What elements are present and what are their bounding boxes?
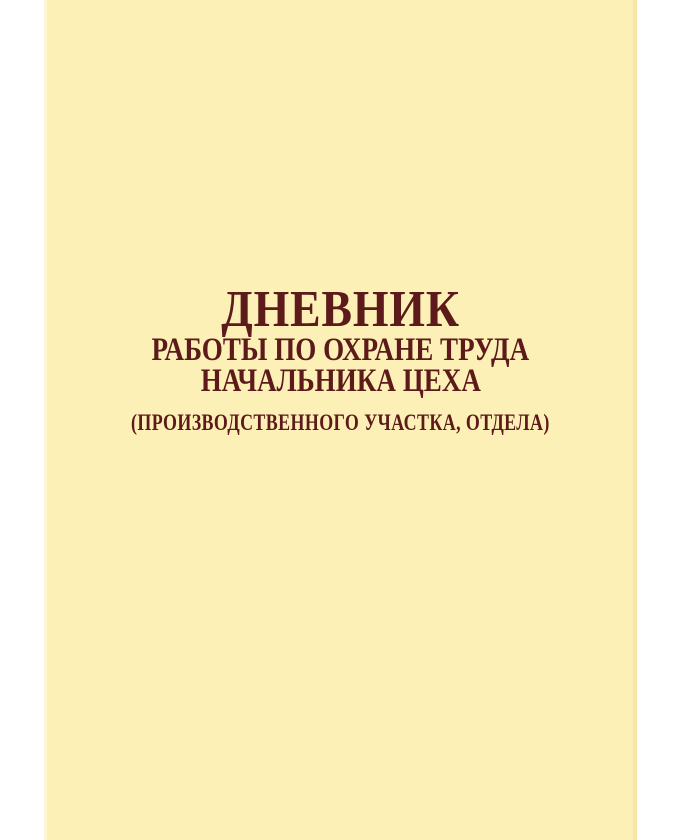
cover-title: ДНЕВНИК	[221, 281, 460, 338]
cover-subtitle-line-3: (ПРОИЗВОДСТВЕННОГО УЧАСТКА, ОТДЕЛА)	[131, 410, 550, 435]
cover-title-block	[44, 0, 637, 434]
cover-subtitle-line-2: НАЧАЛЬНИКА ЦЕХА	[200, 363, 481, 399]
book-cover	[44, 0, 637, 840]
cover-subtitle-line-1: РАБОТЫ ПО ОХРАНЕ ТРУДА	[151, 332, 530, 368]
